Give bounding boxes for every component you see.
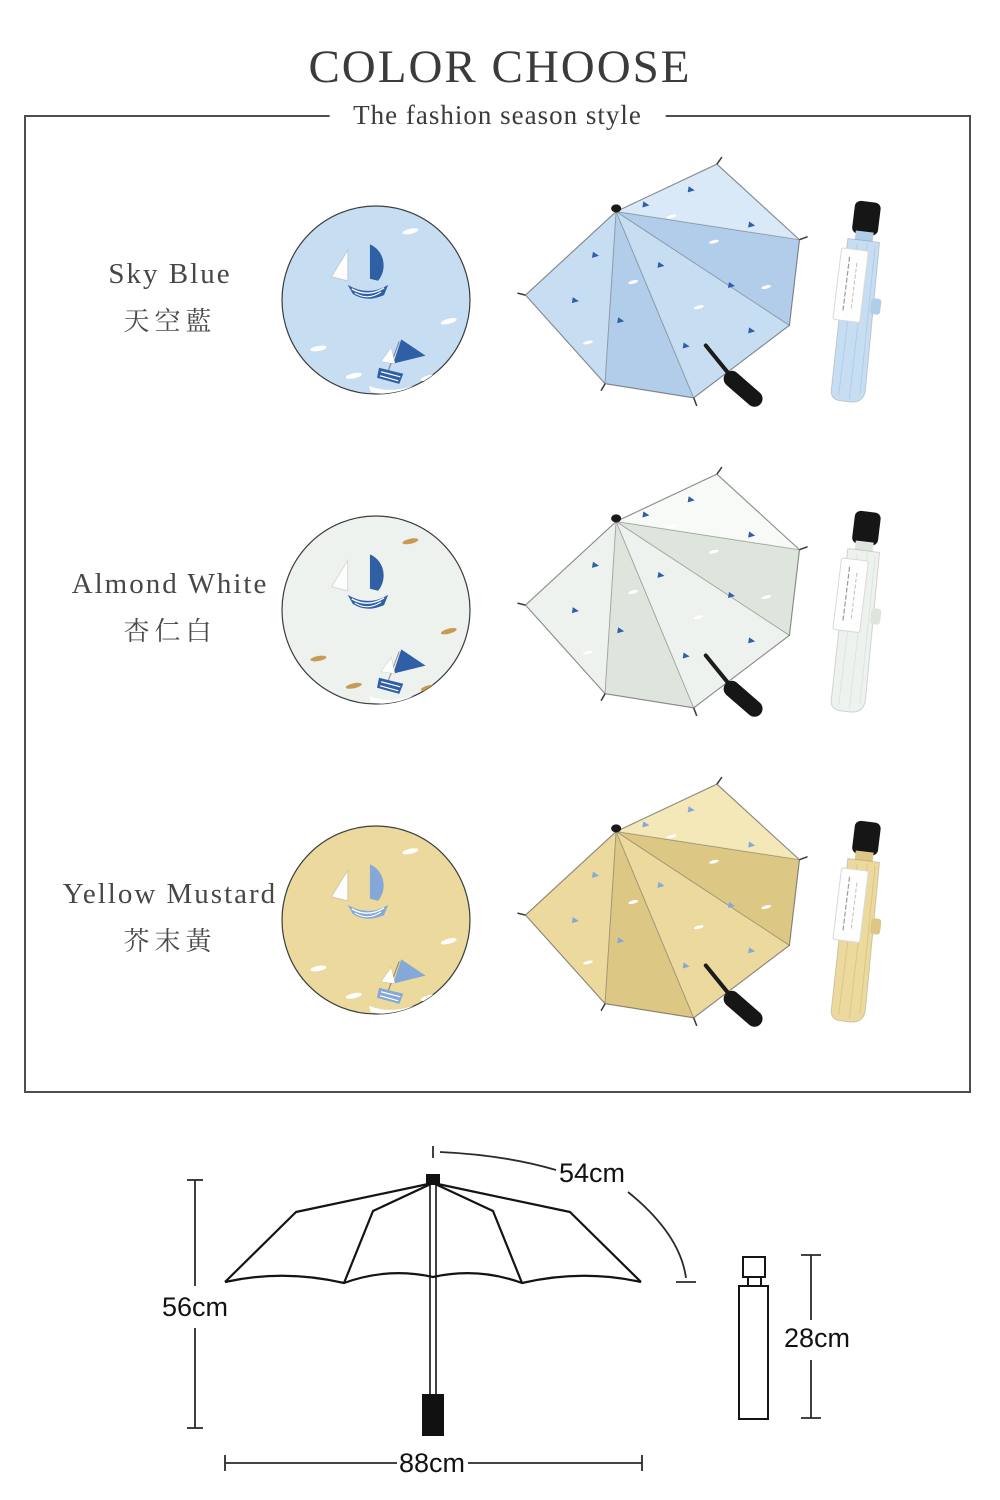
dimension-diagram [0,1130,1000,1500]
color-name-zh: 杏仁白 [123,617,217,646]
fabric-swatch-circle [280,824,472,1016]
open-umbrella-photo [491,456,836,728]
color-name-en: Almond White [71,568,269,600]
open-umbrella-photo [491,146,836,418]
color-row-almond-white [26,450,969,760]
color-name-zh: 天空藍 [123,307,217,336]
color-labels [40,258,300,338]
page-title: COLOR CHOOSE [308,41,692,93]
color-name-zh: 芥末黃 [123,927,217,956]
open-diameter-label: 88cm [398,1448,466,1478]
color-row-sky-blue [26,140,969,450]
open-umbrella-photo [491,766,836,1038]
page-subtitle: The fashion season style [329,100,666,131]
umbrella-outline-drawing [225,1183,641,1283]
color-options-panel [24,100,971,1093]
umbrella-top-cap [426,1174,440,1185]
folded-length-label: 28cm [783,1323,851,1353]
folded-umbrella-drawing [739,1257,768,1419]
rib-length-label: 54cm [558,1158,626,1188]
color-name-en: Yellow Mustard [62,878,278,910]
color-labels [40,568,300,648]
open-height-label: 56cm [161,1292,229,1322]
color-labels [40,878,300,958]
fabric-swatch-circle [280,514,472,706]
umbrella-handle [422,1394,444,1436]
umbrella-shaft [430,1185,436,1394]
color-name-en: Sky Blue [108,258,232,290]
color-row-yellow-mustard [26,760,969,1070]
fabric-swatch-circle [280,204,472,396]
